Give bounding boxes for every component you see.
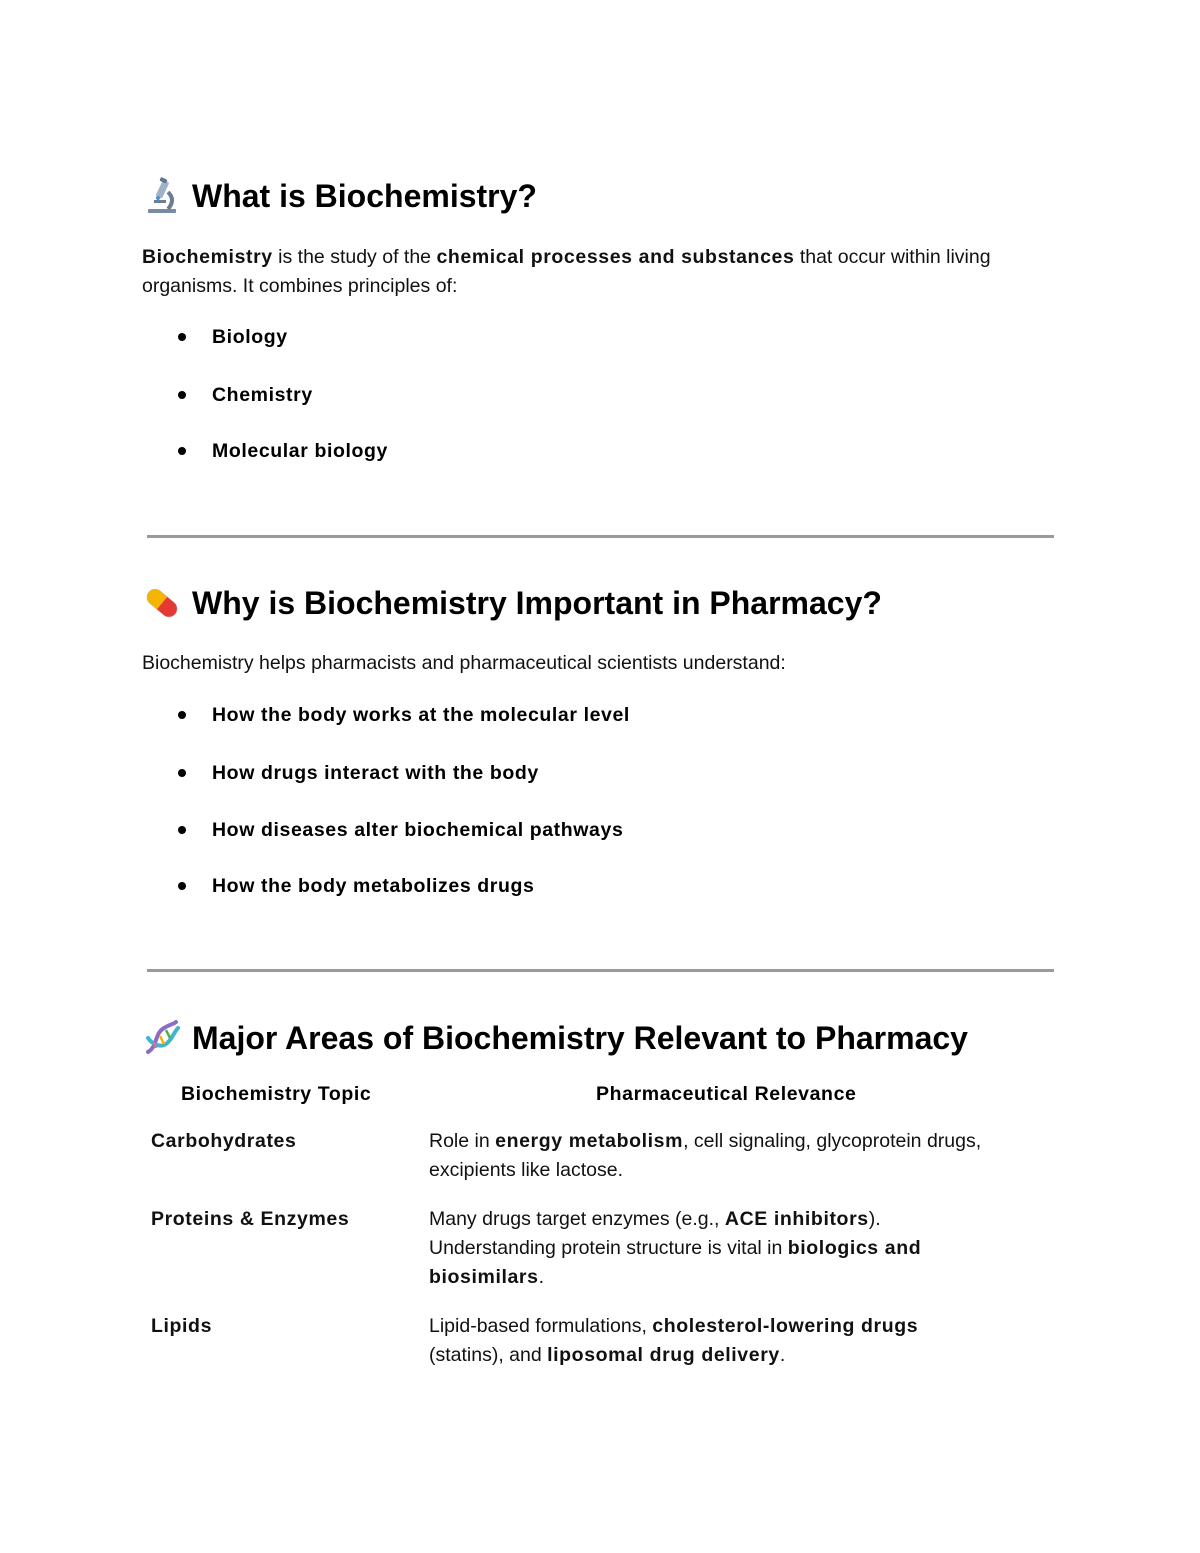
- list-item: How drugs interact with the body: [212, 762, 539, 784]
- list-item: Chemistry: [212, 384, 313, 406]
- table-header-topic: Biochemistry Topic: [181, 1083, 372, 1105]
- table-header-relevance: Pharmaceutical Relevance: [596, 1083, 857, 1105]
- list-item: Biology: [212, 326, 288, 348]
- table-cell-relevance: Role in energy metabolism, cell signaling, glycoprotein drugs, excipients like lactose.: [429, 1130, 982, 1181]
- pill-icon: [142, 583, 182, 623]
- divider: [147, 969, 1054, 972]
- table-cell-topic: Proteins & Enzymes: [151, 1208, 350, 1230]
- section-title: What is Biochemistry?: [192, 178, 537, 214]
- table-cell-relevance: Many drugs target enzymes (e.g., ACE inhibitors). Understanding protein structure is vital in biologics and biosimilars.: [429, 1208, 922, 1288]
- section-title: Major Areas of Biochemistry Relevant to Pharmacy: [192, 1020, 968, 1056]
- list-item: Molecular biology: [212, 440, 388, 462]
- section-heading-areas: [142, 1018, 968, 1058]
- table-cell-relevance: Lipid-based formulations, cholesterol-lowering drugs (statins), and liposomal drug delivery.: [429, 1315, 919, 1366]
- section-title: Why is Biochemistry Important in Pharmacy?: [192, 585, 882, 621]
- bold-term: Biochemistry: [142, 246, 273, 268]
- list-item: How diseases alter biochemical pathways: [212, 819, 624, 841]
- why-intro: Biochemistry helps pharmacists and pharmaceutical scientists understand:: [142, 652, 786, 674]
- list-item: How the body metabolizes drugs: [212, 875, 535, 897]
- microscope-icon: [142, 176, 182, 216]
- table-cell-topic: Lipids: [151, 1315, 213, 1337]
- table-cell-topic: Carbohydrates: [151, 1130, 297, 1152]
- bold-term: chemical processes and substances: [436, 246, 795, 268]
- section-heading-what: [142, 176, 537, 216]
- list-item: How the body works at the molecular level: [212, 704, 630, 726]
- dna-icon: [142, 1018, 182, 1058]
- divider: [147, 535, 1054, 538]
- intro-paragraph: Biochemistry is the study of the chemical processes and substances that occur within living organisms. It combines principles of:: [142, 246, 991, 297]
- section-heading-why: [142, 583, 882, 623]
